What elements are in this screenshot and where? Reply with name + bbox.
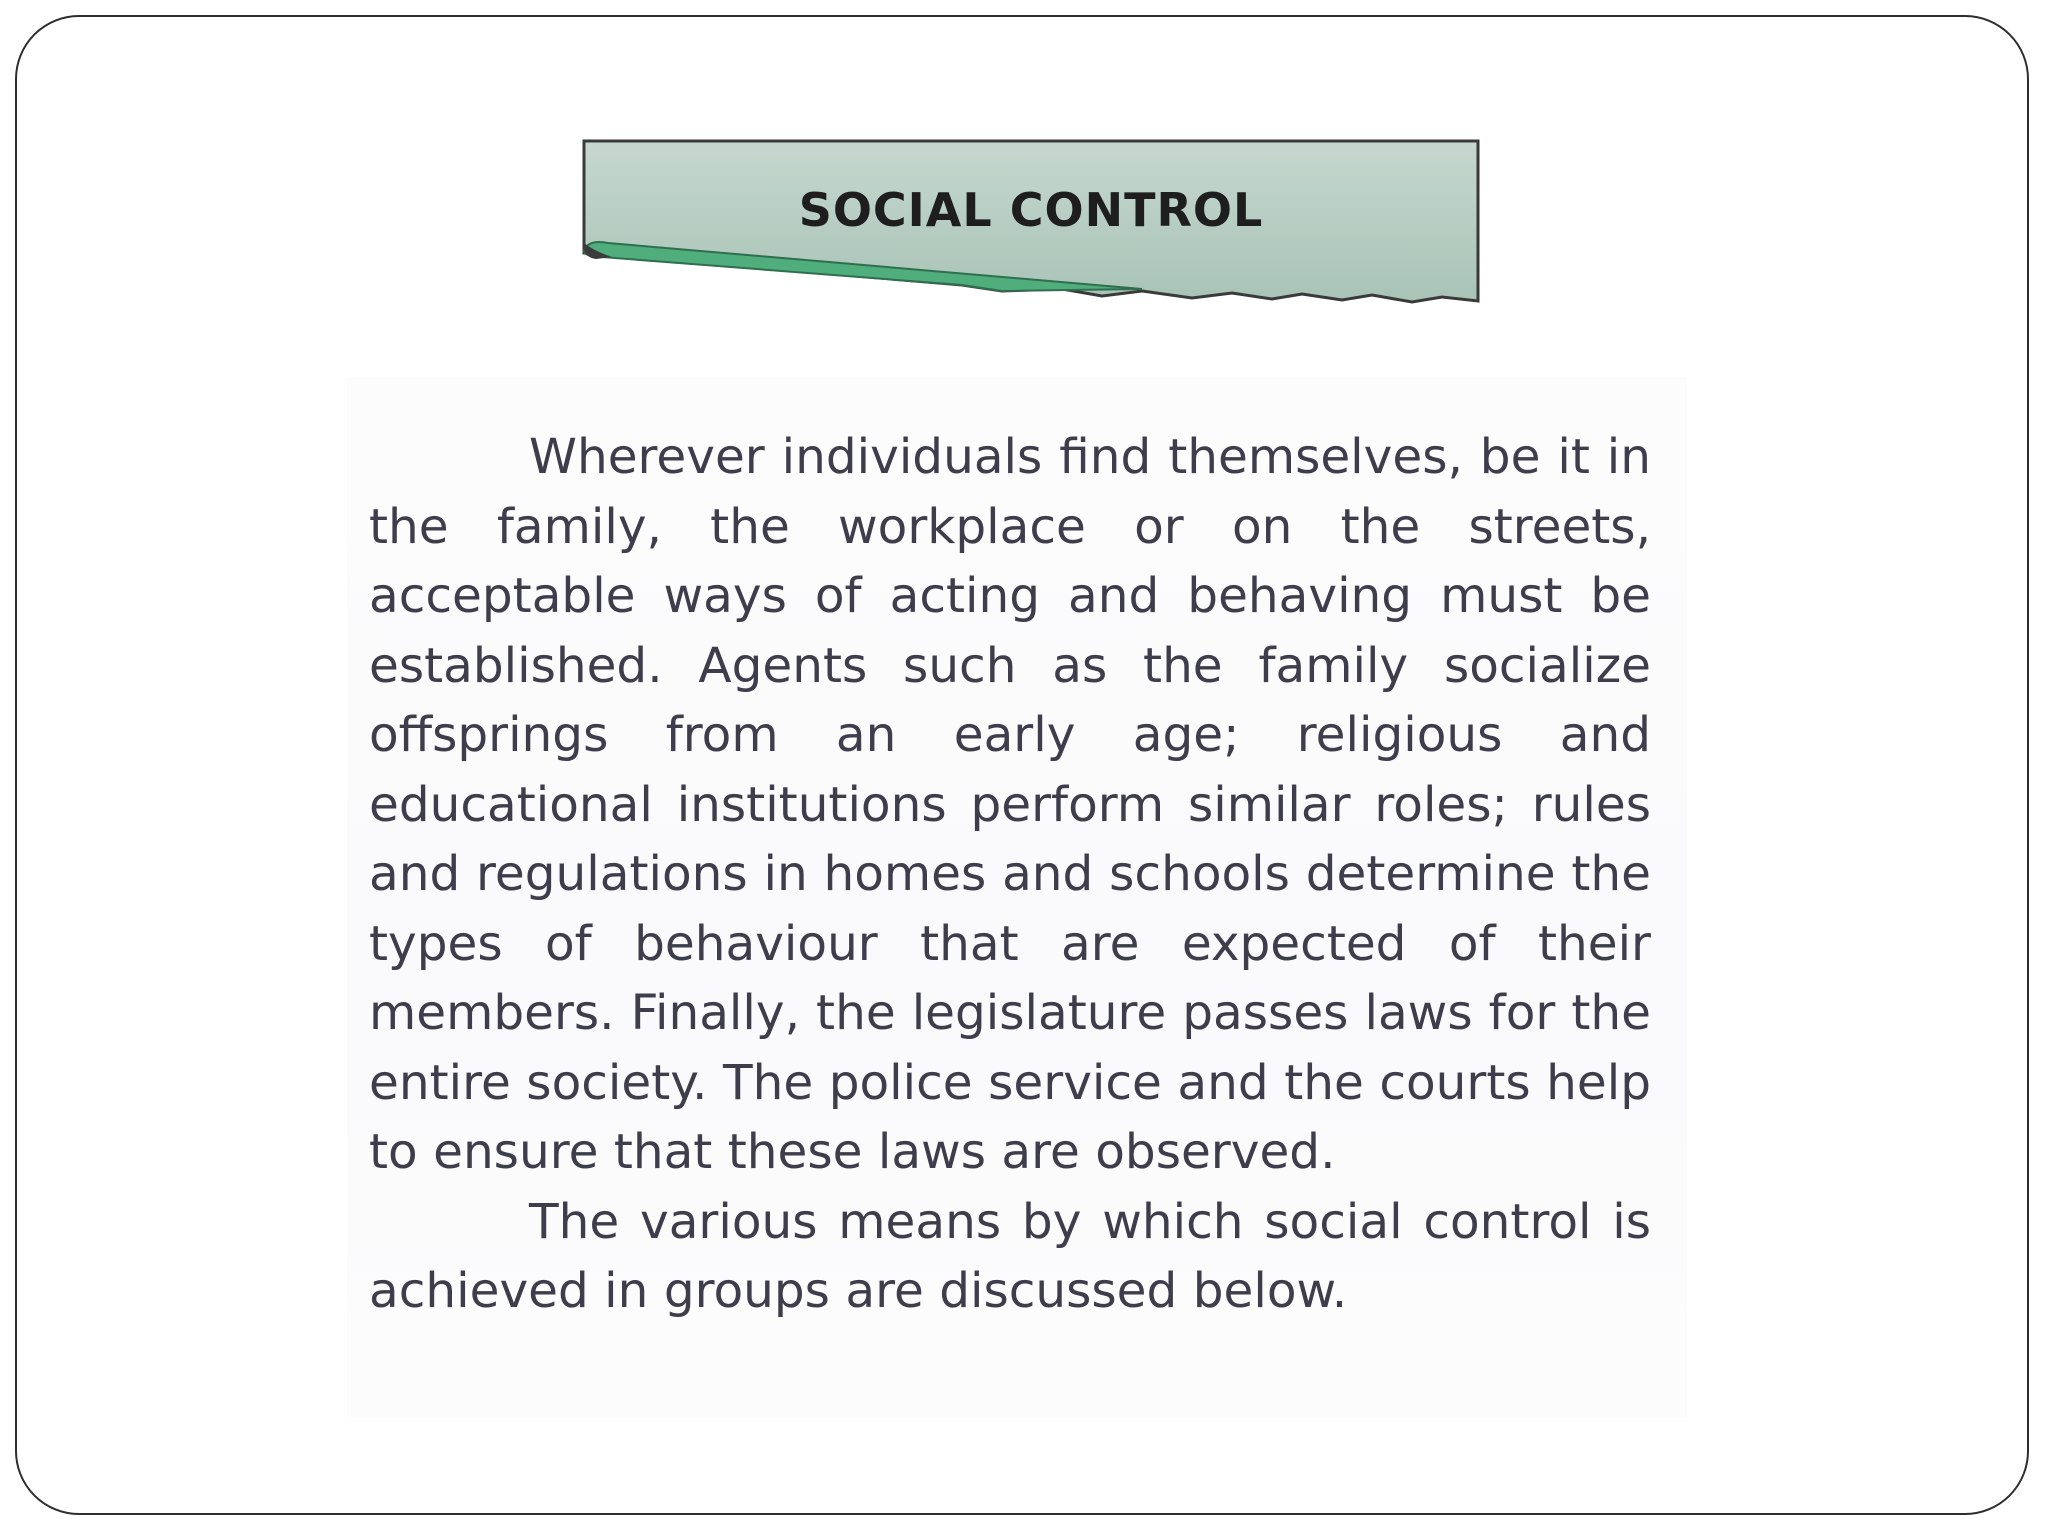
paragraph-1: Wherever individuals find themselves, be it in the family, the workplace or on the streets, acceptable ways of acting and behaving must be established. Agents such as the family socialize offsprings from an early age; religious and educational institutions perform similar roles; rules and regulations in homes and schools determine the types of behaviour that are expected of their members. Finally, the legislature passes laws for the entire society. The police service and the courts help to ensure that these laws are observed. — [369, 429, 1651, 1180]
body-text — [369, 423, 1651, 1327]
title-banner — [582, 139, 1480, 304]
paragraph-2: The various means by which social control is achieved in groups are discussed below. — [369, 1193, 1651, 1319]
slide-frame — [15, 15, 2029, 1515]
slide-title: SOCIAL CONTROL — [798, 183, 1264, 237]
